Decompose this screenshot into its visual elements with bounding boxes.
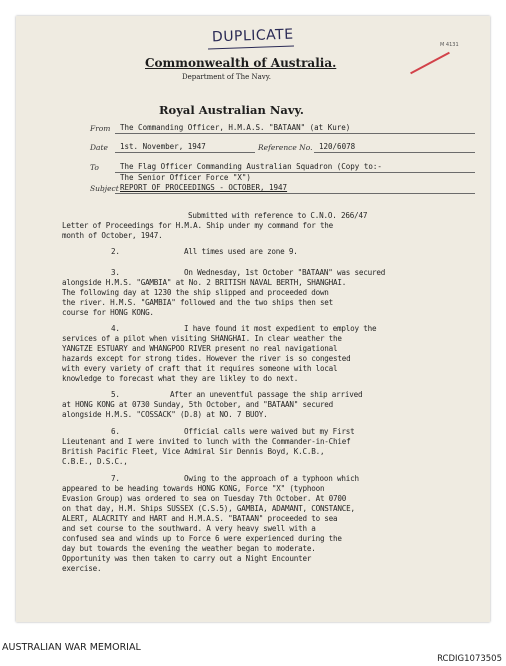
- to-label: To: [90, 163, 99, 172]
- body-line: Evasion Group) was ordered to sea on Tuesday 7th October. At 0700: [62, 494, 347, 503]
- body-line: on that day, H.M. Ships SUSSEX (C.S.5), GAMBIA, ADAMANT, CONSTANCE,: [62, 504, 355, 513]
- body-line: The following day at 1230 the ship slipped and proceeded down: [62, 288, 329, 297]
- body-line: British Pacific Fleet, Vice Admiral Sir Dennis Boyd, K.C.B.,: [62, 447, 325, 456]
- body-line: After an uneventful passage the ship arrived: [170, 390, 363, 399]
- body-line: and set course to the southward. A very heavy swell with a: [62, 524, 316, 533]
- from-value: The Commanding Officer, H.M.A.S. "BATAAN" (at Kure): [120, 123, 351, 132]
- body-line: services of a pilot when visiting SHANGHAI. In clear weather the: [62, 334, 342, 343]
- reference-label: Reference No.: [258, 143, 313, 152]
- from-rule: [115, 133, 475, 134]
- date-label: Date: [90, 143, 108, 152]
- paragraph-number: 2.: [111, 247, 120, 256]
- date-value: 1st. November, 1947: [120, 142, 206, 151]
- body-line: confused sea and winds up to Force 6 were experienced during the: [62, 534, 342, 543]
- body-line: Submitted with reference to C.N.O. 266/47: [188, 211, 368, 220]
- service-heading: Royal Australian Navy.: [159, 103, 304, 117]
- body-line: Owing to the approach of a typhoon which: [184, 474, 359, 483]
- letterhead-title: Commonwealth of Australia.: [145, 56, 337, 70]
- body-line: C.B.E., D.S.C.,: [62, 457, 128, 466]
- body-line: at HONG KONG at 0730 Sunday, 5th October, and "BATAAN" secured: [62, 400, 334, 409]
- from-label: From: [90, 124, 111, 133]
- form-number: M 4131: [440, 42, 459, 48]
- to-value-line-2: The Senior Officer Force "X"): [120, 173, 251, 182]
- subject-rule: [115, 193, 475, 194]
- body-line: hazards except for strong tides. However the river is so congested: [62, 354, 351, 363]
- body-line: exercise.: [62, 564, 102, 573]
- to-value-line-1: The Flag Officer Commanding Australian Squadron (Copy to:-: [120, 162, 382, 171]
- body-line: Lieutenant and I were invited to lunch with the Commander-in-Chief: [62, 437, 351, 446]
- catalogue-id: RCDIG1073505: [437, 654, 502, 664]
- body-line: Official calls were waived but my First: [184, 427, 355, 436]
- paragraph-number: 5.: [111, 390, 120, 399]
- body-line: knowledge to forecast what they are likley to do next.: [62, 374, 299, 383]
- subject-value: REPORT OF PROCEEDINGS - OCTOBER, 1947: [120, 183, 288, 192]
- body-line: alongside H.M.S. "GAMBIA" at No. 2 BRITISH NAVAL BERTH, SHANGHAI.: [62, 278, 347, 287]
- body-line: course for HONG KONG.: [62, 308, 154, 317]
- reference-value: 120/6078: [319, 142, 356, 151]
- body-line: day but towards the evening the weather began to moderate.: [62, 544, 316, 553]
- letterhead-department: Department of The Navy.: [182, 73, 271, 81]
- body-line: ALERT, ALACRITY and HART and H.M.A.S. "BATAAN" proceeded to sea: [62, 514, 338, 523]
- body-line: I have found it most expedient to employ the: [184, 324, 377, 333]
- body-line: the river. H.M.S. "GAMBIA" followed and the two ships then set: [62, 298, 334, 307]
- subject-label: Subject: [90, 184, 119, 193]
- archive-credit: AUSTRALIAN WAR MEMORIAL: [2, 642, 141, 653]
- body-line: YANGTZE ESTUARY and WHANGPOO RIVER present no real navigational: [62, 344, 338, 353]
- paragraph-number: 4.: [111, 324, 120, 333]
- duplicate-stamp: DUPLICATE: [211, 26, 294, 46]
- body-line: alongside H.M.S. "COSSACK" (D.8) at NO. 7 BUOY.: [62, 410, 268, 419]
- date-rule: [115, 152, 255, 153]
- paragraph-number: 7.: [111, 474, 120, 483]
- paragraph-number: 6.: [111, 427, 120, 436]
- body-line: month of October, 1947.: [62, 231, 163, 240]
- body-line: Opportunity was then taken to carry out a Night Encounter: [62, 554, 312, 563]
- body-line: On Wednesday, 1st October "BATAAN" was secured: [184, 268, 386, 277]
- body-line: with every variety of craft that it requires someone with local: [62, 364, 338, 373]
- body-line: Letter of Proceedings for H.M.A. Ship under my command for the: [62, 221, 334, 230]
- paragraph-number: 3.: [111, 268, 120, 277]
- body-line: appeared to be heading towards HONG KONG, Force "X" (typhoon: [62, 484, 325, 493]
- reference-rule: [314, 152, 475, 153]
- body-line: All times used are zone 9.: [184, 247, 298, 256]
